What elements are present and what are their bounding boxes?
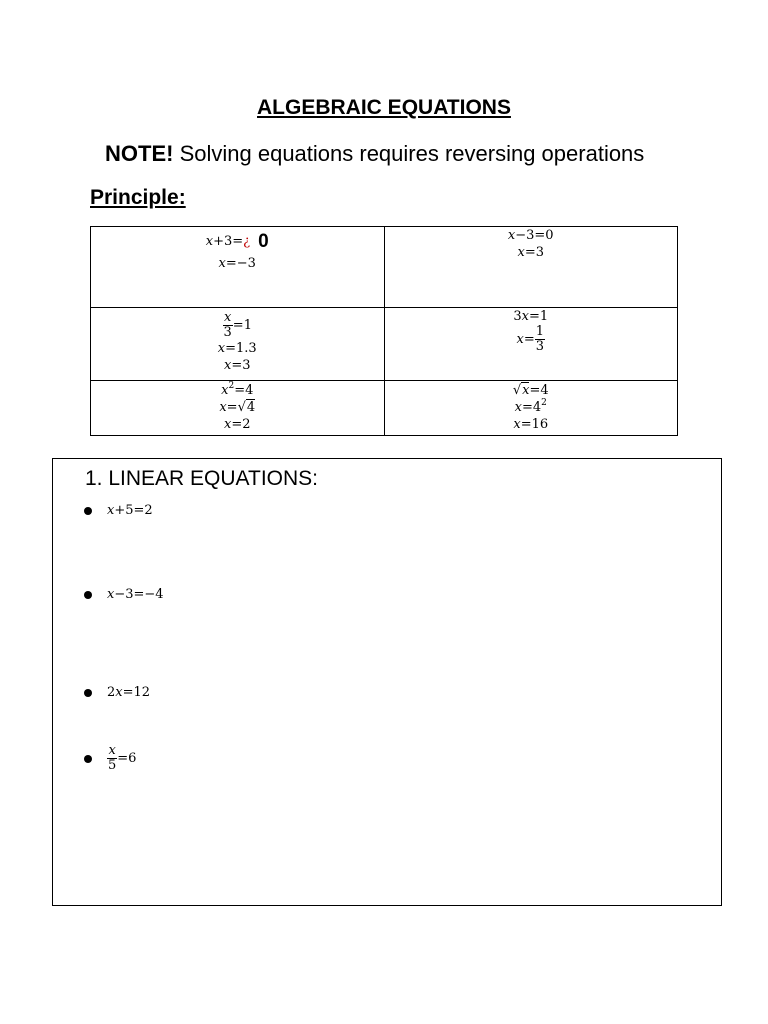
table-cell [91, 381, 385, 436]
list-item: x−3=−4 [84, 586, 164, 603]
linear-equations-box [52, 458, 722, 906]
missing-glyph-mark: ¿ [243, 234, 251, 249]
equation-line: x+3=¿ 0 [205, 231, 269, 252]
bullet-icon [84, 507, 92, 515]
table-row [91, 381, 678, 436]
table-row [91, 227, 678, 308]
equation-line: x=3 [223, 358, 251, 373]
bullet-icon [84, 755, 92, 763]
table-row [91, 308, 678, 381]
equation-line: x−3=0 [507, 228, 554, 243]
table-cell [91, 227, 385, 308]
zero-value: 0 [258, 231, 269, 252]
equation-line: x= $\frac{1}{3}$ [516, 324, 545, 354]
note-line [105, 141, 644, 167]
fraction: $\frac{x}{5}$ [108, 743, 117, 773]
equation-line: 3x=1 [513, 309, 549, 324]
equation-line: √x=4 [512, 383, 549, 398]
equation-line: $x^2=4$ [221, 381, 254, 398]
equation-line: x=√4 [219, 400, 256, 415]
square-root: 4 [246, 400, 256, 415]
table-cell [91, 308, 385, 381]
table-cell [384, 308, 678, 381]
equation-line: x=−3 [218, 256, 256, 271]
list-item: 2x=12 [84, 684, 150, 701]
equation-line: $x=4^2$ [514, 398, 547, 415]
bullet-icon [84, 689, 92, 697]
equation-line: x=1.3 [217, 341, 257, 356]
list-item: $\frac{x}{5}$ =6 [84, 744, 136, 773]
list-item: x+5=2 [84, 502, 153, 519]
note-label: NOTE! [105, 141, 174, 166]
fraction: $\frac{1}{3}$ [535, 324, 545, 354]
principle-heading: Principle: [90, 186, 186, 209]
principle-table [90, 226, 678, 436]
section-heading-text: LINEAR EQUATIONS: [108, 467, 319, 490]
equation-line: x=16 [513, 417, 549, 432]
section-number: 1. [85, 467, 103, 490]
table-cell [384, 381, 678, 436]
note-text: Solving equations requires reversing operations [179, 141, 645, 166]
bullet-icon [84, 591, 92, 599]
equation-line: x=3 [517, 245, 544, 260]
table-cell [384, 227, 678, 308]
equation-line: x=2 [223, 417, 251, 432]
page-title: ALGEBRAIC EQUATIONS [257, 96, 511, 119]
equation-line: $\frac{x}{3}$ =1 [223, 310, 252, 340]
fraction: $\frac{x}{3}$ [223, 310, 232, 340]
section-heading [85, 467, 318, 491]
square-root: x [522, 383, 530, 398]
